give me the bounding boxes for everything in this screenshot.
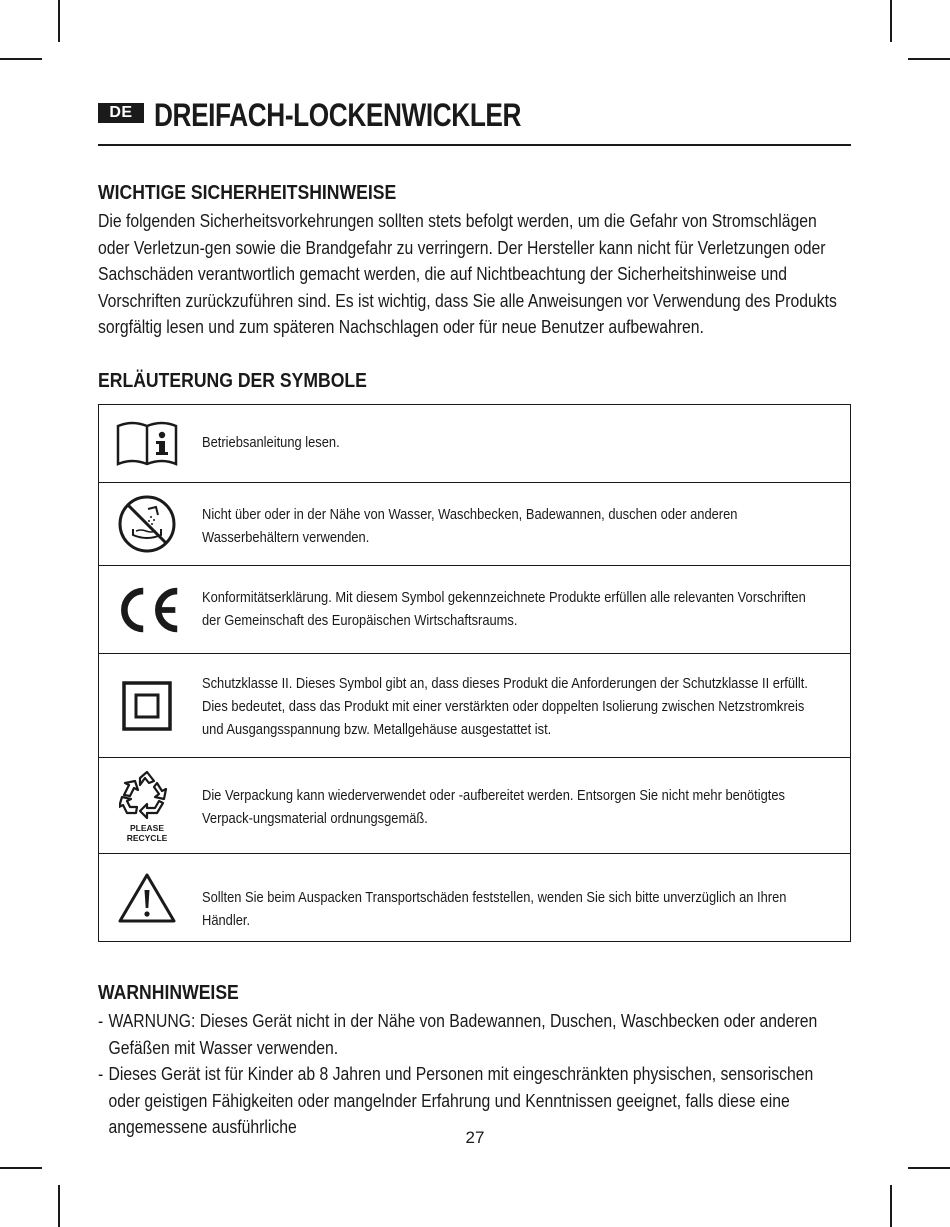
symbol-description-line: Dies bedeutet, dass das Produkt mit einer verstärkten oder doppelten Isolierung zwischen Netzstromkreis und Ausgangsspannung bzw. Metallgehäuse ausgestattet ist. (202, 698, 805, 738)
crop-mark (890, 0, 892, 42)
page-number: 27 (465, 1128, 485, 1147)
crop-mark (0, 1167, 42, 1169)
symbol-row (99, 483, 850, 566)
symbol-row (99, 566, 850, 654)
warning-item: - WARNUNG: Dieses Gerät nicht in der Nähe von Badewannen, Duschen, Waschbecken oder anderen Gefäßen mit Wasser verwenden. (98, 1011, 818, 1058)
symbols-heading: ERLÄUTERUNG DER SYMBOLE (98, 370, 367, 392)
warning-item-text: WARNUNG: Dieses Gerät nicht in der Nähe von Badewannen, Duschen, Waschbecken oder anderen Gefäßen mit Wasser verwenden. (108, 1011, 818, 1058)
protection-class-ii-icon (113, 654, 181, 757)
crop-mark (890, 1185, 892, 1227)
warning-triangle-icon (113, 854, 181, 941)
recycle-icon (113, 764, 181, 848)
ce-mark-icon (113, 566, 181, 653)
language-badge: DE (98, 103, 144, 123)
crop-mark (908, 1167, 950, 1169)
read-manual-icon (113, 405, 181, 482)
page-title: DREIFACH-LOCKENWICKLER (154, 97, 522, 133)
symbol-description: Konformitätserklärung. Mit diesem Symbol gekennzeichnete Produkte erfüllen alle relevanten Vorschriften der Gemeinschaft des Europäischen Wirtschaftsraums. (202, 589, 806, 629)
warning-item: - Dieses Gerät ist für Kinder ab 8 Jahren und Personen mit eingeschränkten physischen, sensorischen oder geistigen Fähigkeiten oder mangelnder Erfahrung und Kenntnissen geeignet, falls diese eine angemessene ausführliche (98, 1064, 814, 1137)
warnings-list (98, 1008, 833, 1141)
symbol-row (99, 654, 850, 758)
symbol-row (99, 405, 850, 483)
symbol-row (99, 854, 850, 941)
crop-mark (908, 58, 950, 60)
safety-text: Die folgenden Sicherheitsvorkehrungen sollten stets befolgt werden, um die Gefahr von Stromschlägen oder Verletzun-gen sowie die Brandgefahr zu verringern. Der Hersteller kann nicht für Verletzungen oder Sachschäden verantwortlich gemacht werden, die auf Nichtbeachtung der Sicherheitshinweise und Vorschriften zurückzuführen sind. Es ist wichtig, dass Sie alle Anweisungen vor Verwendung des Produkts sorgfältig lesen und zum späteren Nachschlagen oder für neue Benutzer aufbewahren. (98, 211, 837, 337)
safety-heading: WICHTIGE SICHERHEITSHINWEISE (98, 182, 397, 204)
crop-mark (58, 0, 60, 42)
symbol-description: Sollten Sie beim Auspacken Transportschäden feststellen, wenden Sie sich bitte unverzüglich an Ihren Händler. (202, 889, 787, 929)
warning-item-text: Dieses Gerät ist für Kinder ab 8 Jahren und Personen mit eingeschränkten physischen, sensorischen oder geistigen Fähigkeiten oder mangelnder Erfahrung und Kenntnissen geeignet, falls diese eine angemessene ausführliche (108, 1064, 814, 1137)
symbol-table (98, 404, 851, 942)
warnings-heading: WARNHINWEISE (98, 982, 239, 1004)
symbol-description: Betriebsanleitung lesen. (202, 434, 340, 451)
page-header (98, 96, 851, 146)
symbol-description: Nicht über oder in der Nähe von Wasser, Waschbecken, Badewannen, duschen oder anderen Wasserbehältern verwenden. (202, 506, 738, 546)
recycle-icon-label: RECYCLE (126, 833, 168, 843)
symbol-description: Die Verpackung kann wiederverwendet oder -aufbereitet werden. Entsorgen Sie nicht mehr benötigtes Verpack-ungsmaterial ordnungsgemäß. (202, 787, 785, 827)
symbol-row (99, 758, 850, 854)
recycle-icon-label: PLEASE (129, 823, 164, 833)
no-water-icon (113, 483, 181, 565)
crop-mark (0, 58, 42, 60)
crop-mark (58, 1185, 60, 1227)
symbol-description-line: Schutzklasse II. Dieses Symbol gibt an, dass dieses Produkt die Anforderungen der Schutzklasse II erfüllt. (202, 675, 808, 692)
symbol-description (202, 672, 813, 741)
